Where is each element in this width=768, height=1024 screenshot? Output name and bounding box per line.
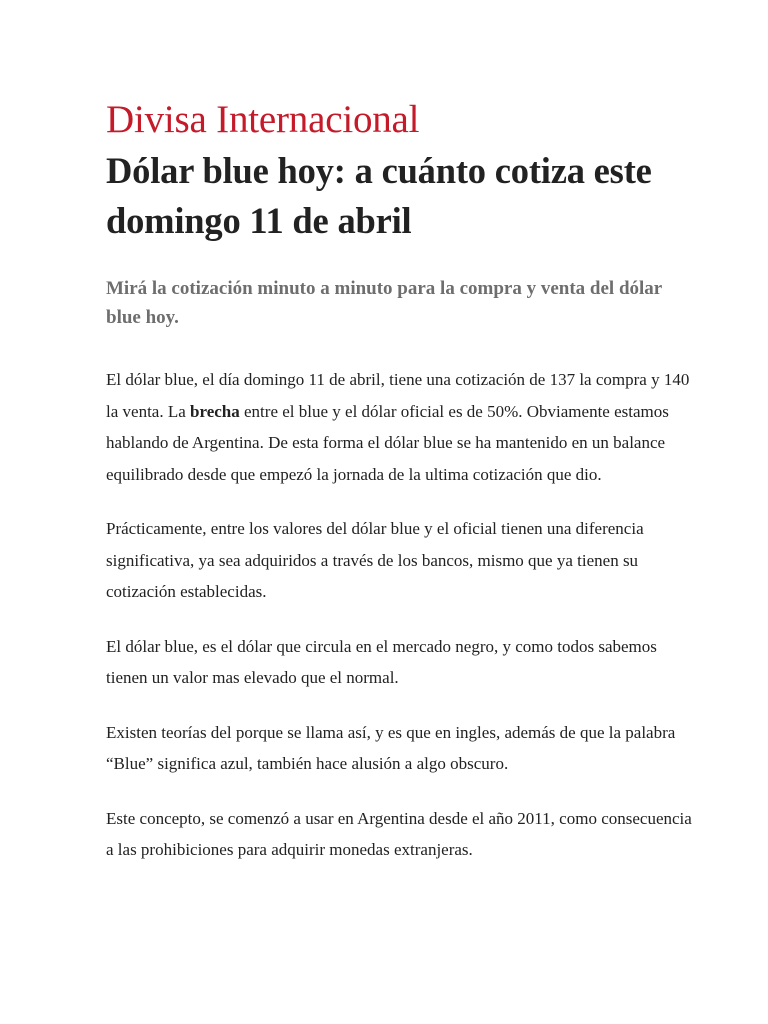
paragraph-3: El dólar blue, es el dólar que circula en el mercado negro, y como todos sabemos tienen un valor mas elevado que el normal. bbox=[106, 636, 657, 687]
paragraph-2: Prácticamente, entre los valores del dólar blue y el oficial tienen una diferencia significativa, ya sea adquiridos a través de los bancos, mismo que ya tienen su cotización establecidas. bbox=[106, 519, 644, 601]
article-headline: Dólar blue hoy: a cuánto cotiza este domingo 11 de abril bbox=[106, 150, 652, 241]
paragraph-5: Este concepto, se comenzó a usar en Argentina desde el año 2011, como consecuencia a las prohibiciones para adquirir monedas extranjeras. bbox=[106, 808, 692, 859]
article-lead: Mirá la cotización minuto a minuto para la compra y venta del dólar blue hoy. bbox=[106, 278, 662, 328]
paragraph-1 bbox=[106, 364, 696, 490]
section-kicker: Divisa Internacional bbox=[106, 98, 420, 141]
brecha-emphasis: brecha bbox=[190, 401, 240, 421]
paragraph-1-text-end: entre el blue y el dólar oficial es de 50%. Obviamente estamos hablando de Argentina. De esta forma el dólar blue se ha mantenido en un balance equilibrado desde que empezó la jornada de la ultima cotización que dio. bbox=[106, 401, 669, 484]
paragraph-1-text-start: El dólar blue, el día domingo 11 de abril, tiene una cotización de 137 la compra y 140 la venta. La bbox=[106, 370, 690, 421]
article bbox=[106, 96, 696, 889]
paragraph-4: Existen teorías del porque se llama así, y es que en ingles, además de que la palabra “Blue” significa azul, también hace alusión a algo obscuro. bbox=[106, 722, 676, 773]
article-body bbox=[106, 364, 696, 866]
